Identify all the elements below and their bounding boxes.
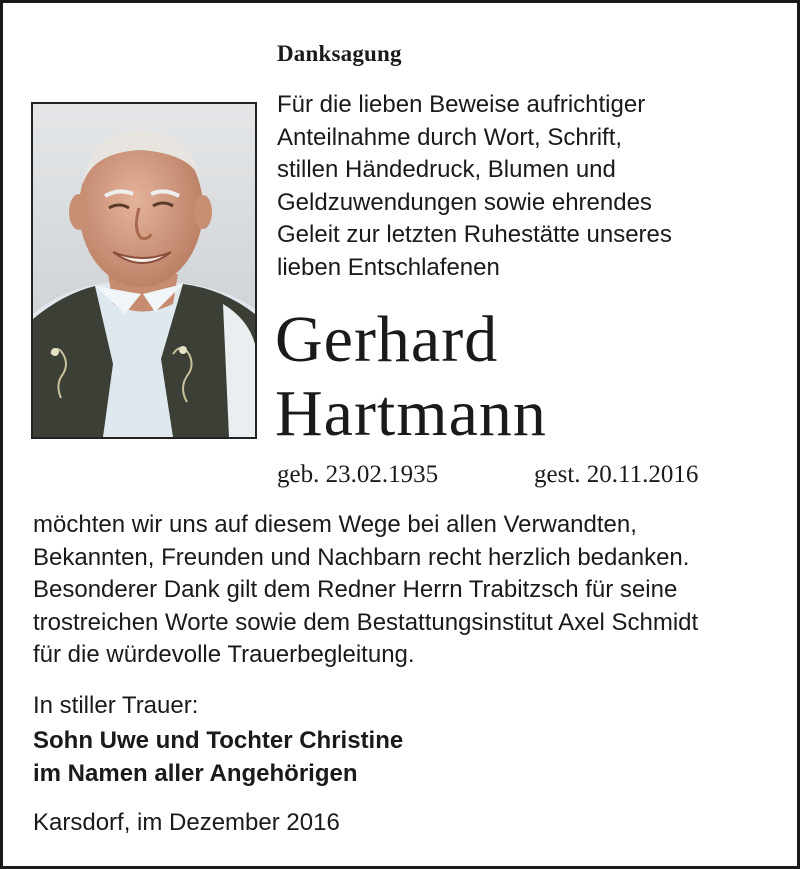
mourning-label: In stiller Trauer:	[33, 692, 199, 719]
notice-heading: Danksagung	[277, 41, 402, 66]
deceased-name	[275, 303, 547, 451]
signers	[33, 725, 403, 790]
intro-line: Für die lieben Beweise aufrichtiger	[277, 91, 646, 118]
intro-line: Geldzuwendungen sowie ehrendes	[277, 188, 652, 216]
intro-line: Anteilnahme durch Wort, Schrift,	[277, 123, 623, 151]
signer-line: im Namen aller Angehörigen	[33, 759, 358, 787]
thanks-line: trostreichen Worte sowie dem Bestattungsinstitut Axel Schmidt	[33, 608, 699, 636]
portrait-illustration	[33, 104, 255, 437]
thanks-paragraph	[33, 509, 698, 672]
place-and-date: Karsdorf, im Dezember 2016	[33, 809, 340, 836]
first-name: Gerhard	[275, 303, 499, 376]
death-date: gest. 20.11.2016	[534, 461, 699, 488]
last-name: Hartmann	[275, 377, 547, 450]
thanks-line: Bekannten, Freunden und Nachbarn recht herzlich bedanken.	[33, 543, 690, 571]
intro-line: lieben Entschlafenen	[277, 253, 500, 281]
thanks-line: möchten wir uns auf diesem Wege bei allen Verwandten,	[33, 511, 637, 538]
signer-line: Sohn Uwe und Tochter Christine	[33, 727, 404, 754]
thanks-line: Besonderer Dank gilt dem Redner Herrn Trabitzsch für seine	[33, 576, 678, 603]
thanks-line: für die würdevolle Trauerbegleitung.	[33, 641, 415, 668]
intro-paragraph	[277, 89, 672, 284]
intro-line: Geleit zur letzten Ruhestätte unseres	[277, 221, 672, 248]
birth-date: geb. 23.02.1935	[277, 461, 439, 488]
portrait-photo	[31, 102, 257, 439]
life-dates	[277, 459, 699, 491]
intro-line: stillen Händedruck, Blumen und	[277, 156, 616, 183]
